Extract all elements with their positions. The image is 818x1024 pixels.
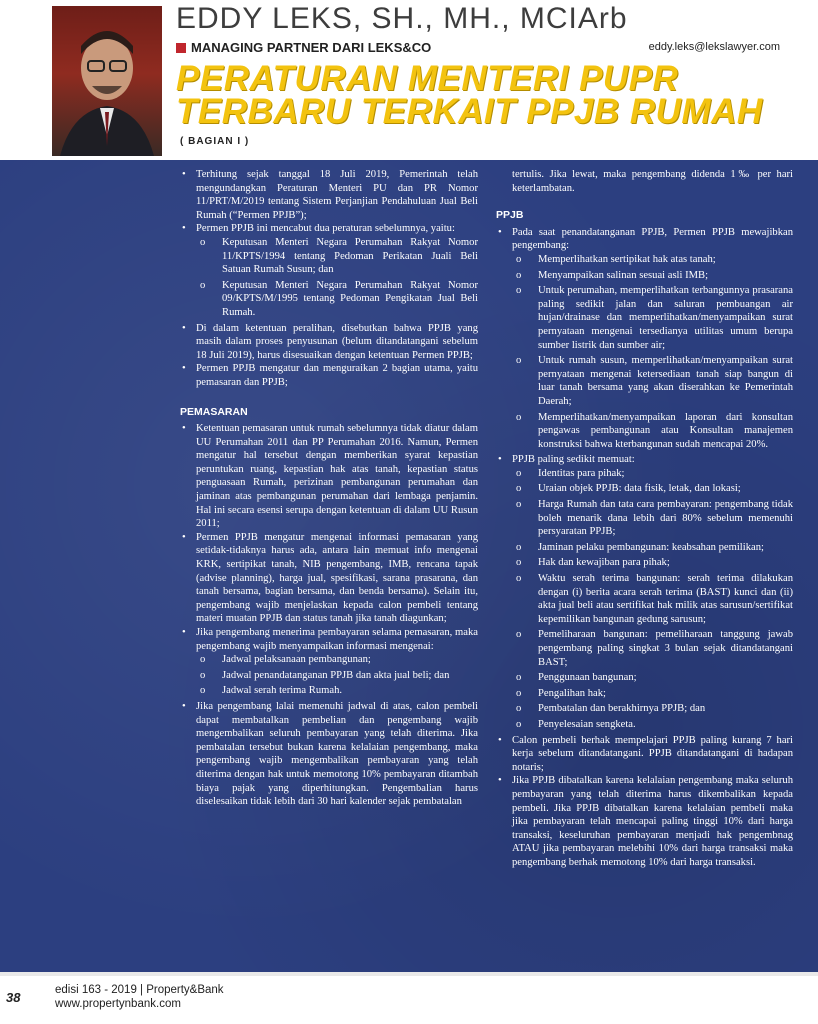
section-heading-ppjb: PPJB <box>496 209 524 222</box>
sub-list-item: o Hak dan kewajiban para pihak; <box>512 556 793 570</box>
sub-list-item: o Identitas para pihak; <box>512 467 793 481</box>
author-email: eddy.leks@lekslawyer.com <box>648 41 780 53</box>
sub-list-item: o Pengalihan hak; <box>512 687 793 701</box>
footer-divider <box>0 972 818 976</box>
sub-list-item: o Menyampaikan salinan sesuai asli IMB; <box>512 269 793 283</box>
list-item-text: PPJB paling sedikit memuat: <box>512 454 635 466</box>
list-item: • Terhitung sejak tanggal 18 Juli 2019, Pemerintah telah mengundangkan Peraturan Menteri PU dan PR Nomor 11/PRT/M/2019 tentang Sistem Perjanjian Pendahuluan Jual Beli Rumah (“Permen PPJB”); <box>180 168 478 222</box>
sub-list-item: o Penggunaan bangunan; <box>512 671 793 685</box>
article-title-line-2: TERBARU TERKAIT PPJB RUMAH <box>176 92 763 131</box>
page-number: 38 <box>6 990 21 1005</box>
list-item: • Permen PPJB mengatur dan menguraikan 2 bagian utama, yaitu pemasaran dan PPJB; <box>180 362 478 389</box>
list-item <box>180 626 478 698</box>
article-title <box>176 59 796 131</box>
sub-list-item: o Waktu serah terima bangunan: serah terima dilakukan dengan (i) berita acara serah terima (BAST) kunci dan (ii) akta jual beli atau sertifikat hak milik atas sarusun/sertifikat kepemilikan bangunan gedung sarusun; <box>512 572 793 626</box>
list-item <box>496 226 793 452</box>
article-body <box>0 160 818 972</box>
list-item <box>496 453 793 731</box>
list-item-text: Jika pengembang menerima pembayaran selama pemasaran, maka pengembang wajib menyampaikan informasi mengenai: <box>196 627 478 652</box>
edition-info: edisi 163 - 2019 | Property&Bank <box>55 984 224 996</box>
list-item <box>180 222 478 319</box>
list-item: • Permen PPJB mengatur mengenai informasi pemasaran yang setidak-tidaknya harus ada, antara lain memuat info mengenai KRK, sertipikat tanah, NIB pengembang, IMB, rencana tapak (advise planning), harga jual, spesifikasi, sarana prasarana, dan tanah bersama, bagian bersama, dan benda bersama). Selain itu, pengembang wajib menjelaskan kepada calon pembeli tentang materi muatan PPJB dan status tanah jika tanah diagunkan; <box>180 531 478 626</box>
article-header <box>0 0 818 160</box>
list-item-text: Permen PPJB ini mencabut dua peraturan sebelumnya, yaitu: <box>196 223 455 235</box>
author-portrait-icon <box>52 6 162 156</box>
continued-text: tertulis. Jika lewat, maka pengembang didenda 1‰ per hari keterlambatan. <box>512 169 793 194</box>
sub-list-item: o Jadwal penandatanganan PPJB dan akta jual beli; dan <box>196 669 478 683</box>
sub-list-item: o Pemeliharaan bangunan: pemeliharaan tanggung jawab pengembang paling singkat 3 bulan sejak ditandatangani BAST; <box>512 628 793 669</box>
sub-list-item: o Untuk rumah susun, memperlihatkan/menyampaikan surat pernyataan mengenai ketersediaan tanah siap bangun di luar tanah bersama yang akan diserahkan ke Pemerintah Daerah; <box>512 354 793 408</box>
sub-list-item: o Keputusan Menteri Negara Perumahan Rakyat Nomor 09/KPTS/M/1995 tentang Pedoman Pengikatan Jual Beli Rumah. <box>196 279 478 320</box>
sub-list-item: o Memperlihatkan/menyampaikan laporan dari konsultan pengawas pembangunan atau Konsultan manajemen konstruksi bahwa kterbangunan sudah mencapai 20%. <box>512 411 793 452</box>
right-column <box>496 168 793 870</box>
list-item: • Calon pembeli berhak mempelajari PPJB paling kurang 7 hari kerja sebelum ditandatangani. PPJB ditandatangani di hadapan notaris; <box>496 734 793 775</box>
sub-list-item: o Penyelesaian sengketa. <box>512 718 793 732</box>
list-item: • Jika PPJB dibatalkan karena kelalaian pengembang maka seluruh pembayaran yang telah diterima harus dikembalikan kepada pembeli. Jika PPJB dibatalkan karena kelalaian pembeli maka jika pembayaran telah mencapai paling tinggi 10% dari harga transaksi, keseluruhan pembayaran menjadi hak pengembnag ATAU jika pembayaran melebihi 10% dari harga transaksi maka pengembang berhak memotong 10% dari harga transaksi. <box>496 774 793 869</box>
author-role-text: MANAGING PARTNER DARI LEKS&CO <box>191 40 432 55</box>
left-column <box>180 168 478 809</box>
section-heading-pemasaran: PEMASARAN <box>180 405 248 418</box>
sub-list-item: o Untuk perumahan, memperlihatkan terbangunnya prasarana paling sedikit jalan dan saluran pembuangan air hujan/drainase dan memperlihatkan/menyampaikan surat pernyataan mengenai tersedianya utilitas umum berupa sumber listrik dan sumber air; <box>512 284 793 352</box>
list-item-text: Pada saat penandatanganan PPJB, Permen PPJB mewajibkan pengembang: <box>512 226 793 252</box>
author-photo <box>52 6 162 156</box>
list-item: • Di dalam ketentuan peralihan, disebutkan bahwa PPJB yang masih dalam proses penyusunan (belum ditandatangani sebelum 18 Juli 2019), harus disesuaikan dengan ketentuan Permen PPJB; <box>180 322 478 363</box>
website-link[interactable]: www.propertynbank.com <box>55 998 181 1010</box>
sub-list-item: o Jadwal pelaksanaan pembangunan; <box>196 653 478 667</box>
author-role <box>176 40 431 55</box>
sub-list-item: o Jadwal serah terima Rumah. <box>196 684 478 698</box>
author-name: EDDY LEKS, SH., MH., MCIArb <box>176 2 628 35</box>
sub-list-item: o Pembatalan dan berakhirnya PPJB; dan <box>512 702 793 716</box>
article-title-line-1: PERATURAN MENTERI PUPR <box>176 59 679 98</box>
list-item: • Jika pengembang lalai memenuhi jadwal di atas, calon pembeli dapat membatalkan pembelian dan pengembang wajib mengembalikan seluruh pembayaran yang telah diterima. Jika pembatalan tersebut bukan karena kelalaian pengembang, maka pengembang wajib mengembalikan pembayaran yang telah diterima dengan hak untuk memotong 10% pembayaran ditambah biaya pajak yang diperhitungkan. Pengembalian harus diselesaikan tidak lebih dari 30 hari kalender sejak pembatalan <box>180 700 478 809</box>
red-square-icon <box>176 43 186 53</box>
sub-list-item: o Memperlihatkan sertipikat hak atas tanah; <box>512 253 793 267</box>
sub-list-item: o Jaminan pelaku pembangunan: keabsahan pemilikan; <box>512 541 793 555</box>
page-footer <box>0 972 818 1024</box>
sub-list-item: o Uraian objek PPJB: data fisik, letak, dan lokasi; <box>512 482 793 496</box>
article-subtitle: ( BAGIAN I ) <box>180 136 250 147</box>
sub-list-item: o Harga Rumah dan tata cara pembayaran: pengembang tidak boleh menarik dana lebih dari 80% sebelum memenuhi persyaratan PPJB; <box>512 498 793 539</box>
list-item: • Ketentuan pemasaran untuk rumah sebelumnya tidak diatur dalam UU Perumahan 2011 dan PP Perumahan 2016. Namun, Permen mengatur hal tersebut dengan memberikan syarat kepastian peruntukan ruang, kepastian hak atas tanah, kepastian status penguasaan Rumah, perizinan pembangunan perumahan dan jaminan atas pembangunan perumahan dari lembaga penjamin. Hal ini secara esensi serupa dengan ketentuan di dalam UU Rusun 2011; <box>180 422 478 531</box>
sub-list-item: o Keputusan Menteri Negara Perumahan Rakyat Nomor 11/KPTS/1994 tentang Pedoman Perikatan Juali Beli Satuan Rumah Susun; dan <box>196 236 478 277</box>
